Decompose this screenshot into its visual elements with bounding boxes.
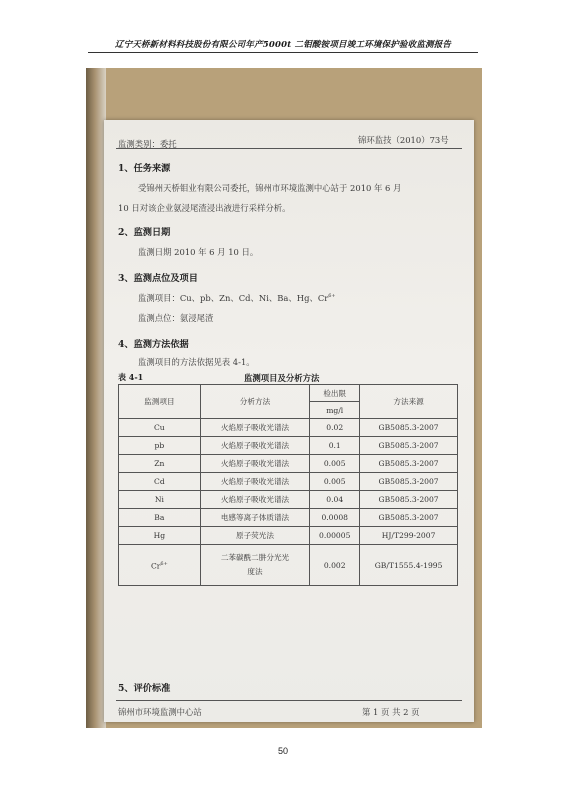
cell-limit: 0.1	[310, 437, 360, 455]
binding-spine	[86, 68, 106, 728]
header-method: 分析方法	[200, 385, 310, 419]
footer-org: 锦州市环境监测中心站	[118, 707, 202, 717]
section-3-items	[138, 292, 336, 304]
cell-method: 火焰原子吸收光谱法	[200, 473, 310, 491]
report-page	[104, 120, 474, 722]
cell-method: 火焰原子吸收光谱法	[200, 419, 310, 437]
section-1-title: 1、任务来源	[118, 163, 171, 174]
category-label: 监测类别：委托	[118, 139, 177, 149]
section-2-title: 2、监测日期	[118, 227, 171, 238]
cell-method: 原子荧光法	[200, 527, 310, 545]
section-4-title: 4、监测方法依据	[118, 339, 189, 350]
cell-method: 火焰原子吸收光谱法	[200, 437, 310, 455]
section-3-items-sup: 6+	[328, 293, 336, 300]
cell-limit: 0.005	[310, 455, 360, 473]
cell-source: GB5085.3-2007	[360, 509, 458, 527]
cell-source: GB5085.3-2007	[360, 419, 458, 437]
cell-item: Cd	[119, 473, 201, 491]
cell-limit: 0.00005	[310, 527, 360, 545]
table-row	[119, 527, 458, 545]
cell-item-text: Cr	[150, 561, 161, 571]
cell-item: Zn	[119, 455, 201, 473]
table-number: 表 4-1	[118, 372, 144, 382]
header-limit-unit: mg/l	[310, 402, 360, 419]
table-row	[119, 491, 458, 509]
table-header-row	[119, 385, 458, 402]
header-source: 方法来源	[360, 385, 458, 419]
cell-method-line-1: 二苯碳酰二肼分光光	[220, 553, 290, 562]
section-3-point: 监测点位：氨浸尾渣	[138, 313, 214, 323]
cell-limit: 0.002	[310, 545, 360, 586]
section-1-line-2: 10 日对该企业氨浸尾渣浸出液进行采样分析。	[118, 203, 291, 213]
header-rule	[88, 52, 478, 53]
methods-table	[118, 384, 458, 586]
section-3-items-text: 监测项目：Cu、pb、Zn、Cd、Ni、Ba、Hg、Cr	[138, 293, 329, 303]
cell-limit: 0.005	[310, 473, 360, 491]
cell-method: 火焰原子吸收光谱法	[200, 491, 310, 509]
cell-item: pb	[119, 437, 201, 455]
footer-page: 第 1 页 共 2 页	[362, 707, 420, 717]
table-title: 监测项目及分析方法	[244, 373, 320, 383]
running-header: 辽宁天桥新材料科技股份有限公司年产5000t 二钼酸铵项目竣工环境保护验收监测报告	[114, 40, 452, 50]
cell-method	[200, 545, 310, 586]
cell-method: 火焰原子吸收光谱法	[200, 455, 310, 473]
cell-item	[119, 545, 201, 586]
table-row	[119, 419, 458, 437]
cell-item-sup: 6+	[160, 560, 168, 567]
cell-item: Ni	[119, 491, 201, 509]
page-number: 50	[277, 746, 288, 756]
table-row	[119, 545, 458, 586]
doc-number: 锦环监技（2010）73号	[358, 135, 449, 145]
cell-source: GB5085.3-2007	[360, 455, 458, 473]
cell-source: HJ/T299-2007	[360, 527, 458, 545]
cell-item: Hg	[119, 527, 201, 545]
cell-source: GB5085.3-2007	[360, 491, 458, 509]
cell-limit: 0.02	[310, 419, 360, 437]
section-3-title: 3、监测点位及项目	[118, 273, 198, 284]
section-2-text: 监测日期 2010 年 6 月 10 日。	[138, 247, 259, 257]
cell-item: Ba	[119, 509, 201, 527]
header-item: 监测项目	[119, 385, 201, 419]
cell-limit: 0.04	[310, 491, 360, 509]
cell-source: GB5085.3-2007	[360, 473, 458, 491]
document-photo	[86, 68, 482, 728]
cell-source: GB5085.3-2007	[360, 437, 458, 455]
section-4-text: 监测项目的方法依据见表 4-1。	[138, 357, 255, 367]
table-row	[119, 473, 458, 491]
section-5-title: 5、评价标准	[118, 683, 171, 694]
table-row	[119, 455, 458, 473]
top-rule	[116, 148, 462, 149]
cell-limit: 0.0008	[310, 509, 360, 527]
table-row	[119, 509, 458, 527]
table-row	[119, 437, 458, 455]
header-limit: 检出限	[310, 385, 360, 402]
cell-method-line-2: 度法	[247, 567, 263, 576]
cell-item: Cu	[119, 419, 201, 437]
section-1-line-1: 受锦州天桥钼业有限公司委托，锦州市环境监测中心站于 2010 年 6 月	[138, 183, 402, 193]
bottom-rule	[116, 700, 462, 701]
cell-method: 电感等离子体质谱法	[200, 509, 310, 527]
cell-source: GB/T1555.4-1995	[360, 545, 458, 586]
